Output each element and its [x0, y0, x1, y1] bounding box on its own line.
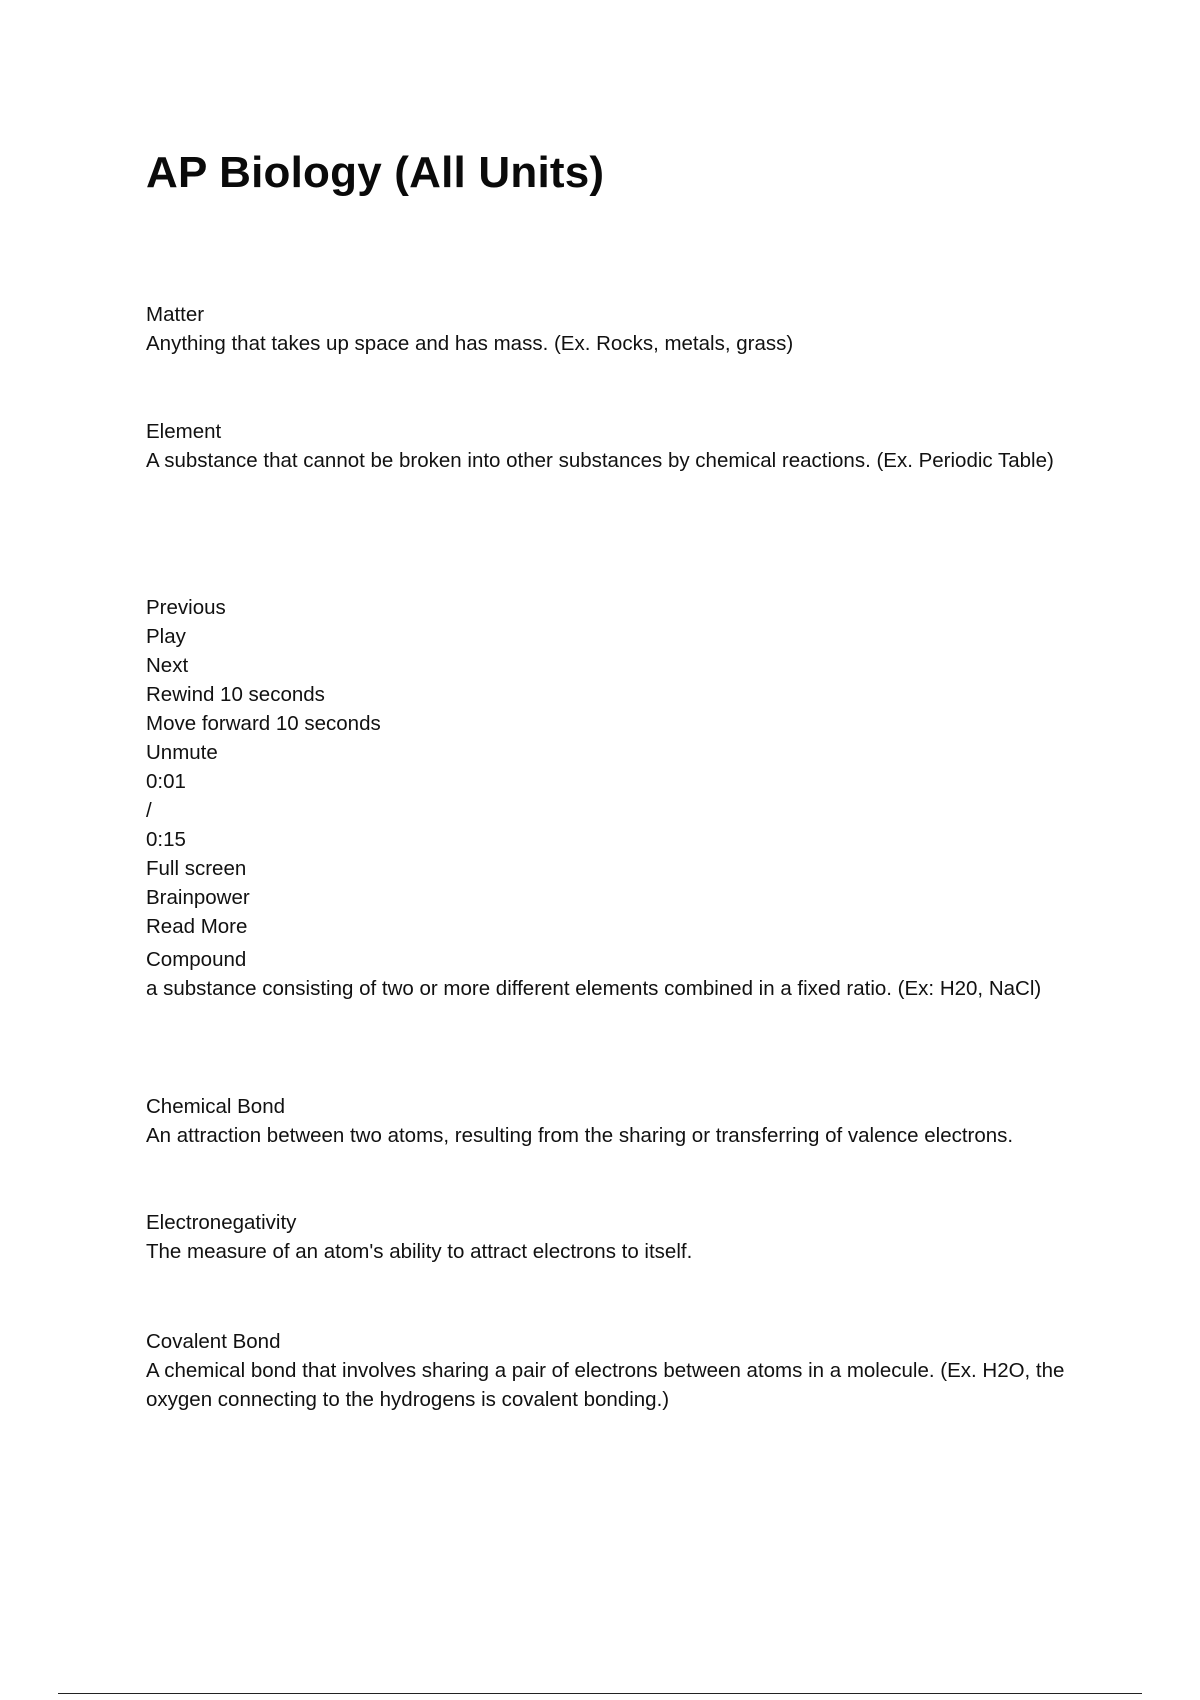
- entry-matter: [146, 300, 1096, 358]
- current-time: 0:01: [146, 770, 186, 793]
- entry-definition: Anything that takes up space and has mass. (Ex. Rocks, metals, grass): [146, 332, 794, 355]
- entry-compound: [146, 945, 1096, 1003]
- entry-term: Element: [146, 420, 222, 443]
- media-player-controls: [146, 593, 1096, 941]
- entry-definition: a substance consisting of two or more different elements combined in a fixed ratio. (Ex: H20, NaCl): [146, 977, 1042, 1000]
- read-more-link[interactable]: Read More: [146, 915, 248, 938]
- footer-divider: [58, 1693, 1142, 1694]
- entry-covalent-bond: [146, 1327, 1096, 1414]
- entry-definition: A substance that cannot be broken into other substances by chemical reactions. (Ex. Periodic Table): [146, 449, 1054, 472]
- fullscreen-button[interactable]: Full screen: [146, 857, 247, 880]
- entry-definition: The measure of an atom's ability to attract electrons to itself.: [146, 1240, 693, 1263]
- entry-term: Compound: [146, 948, 247, 971]
- page-title: AP Biology (All Units): [146, 148, 605, 197]
- entry-term: Electronegativity: [146, 1211, 297, 1234]
- entry-electronegativity: [146, 1208, 1096, 1266]
- brand-label[interactable]: Brainpower: [146, 886, 250, 909]
- entry-chemical-bond: [146, 1092, 1096, 1150]
- entry-definition: A chemical bond that involves sharing a pair of electrons between atoms in a molecule. (Ex. H2O, the oxygen connecting to the hydrogens is covalent bonding.): [146, 1359, 1065, 1411]
- previous-button[interactable]: Previous: [146, 596, 226, 619]
- duration: 0:15: [146, 828, 186, 851]
- entry-term: Matter: [146, 303, 205, 326]
- entry-definition: An attraction between two atoms, resulting from the sharing or transferring of valence electrons.: [146, 1124, 1014, 1147]
- entry-term: Chemical Bond: [146, 1095, 286, 1118]
- time-separator: /: [146, 799, 152, 822]
- unmute-button[interactable]: Unmute: [146, 741, 218, 764]
- entry-element: [146, 417, 1096, 475]
- rewind-button[interactable]: Rewind 10 seconds: [146, 683, 325, 706]
- next-button[interactable]: Next: [146, 654, 189, 677]
- forward-button[interactable]: Move forward 10 seconds: [146, 712, 381, 735]
- play-button[interactable]: Play: [146, 625, 186, 648]
- entry-term: Covalent Bond: [146, 1330, 281, 1353]
